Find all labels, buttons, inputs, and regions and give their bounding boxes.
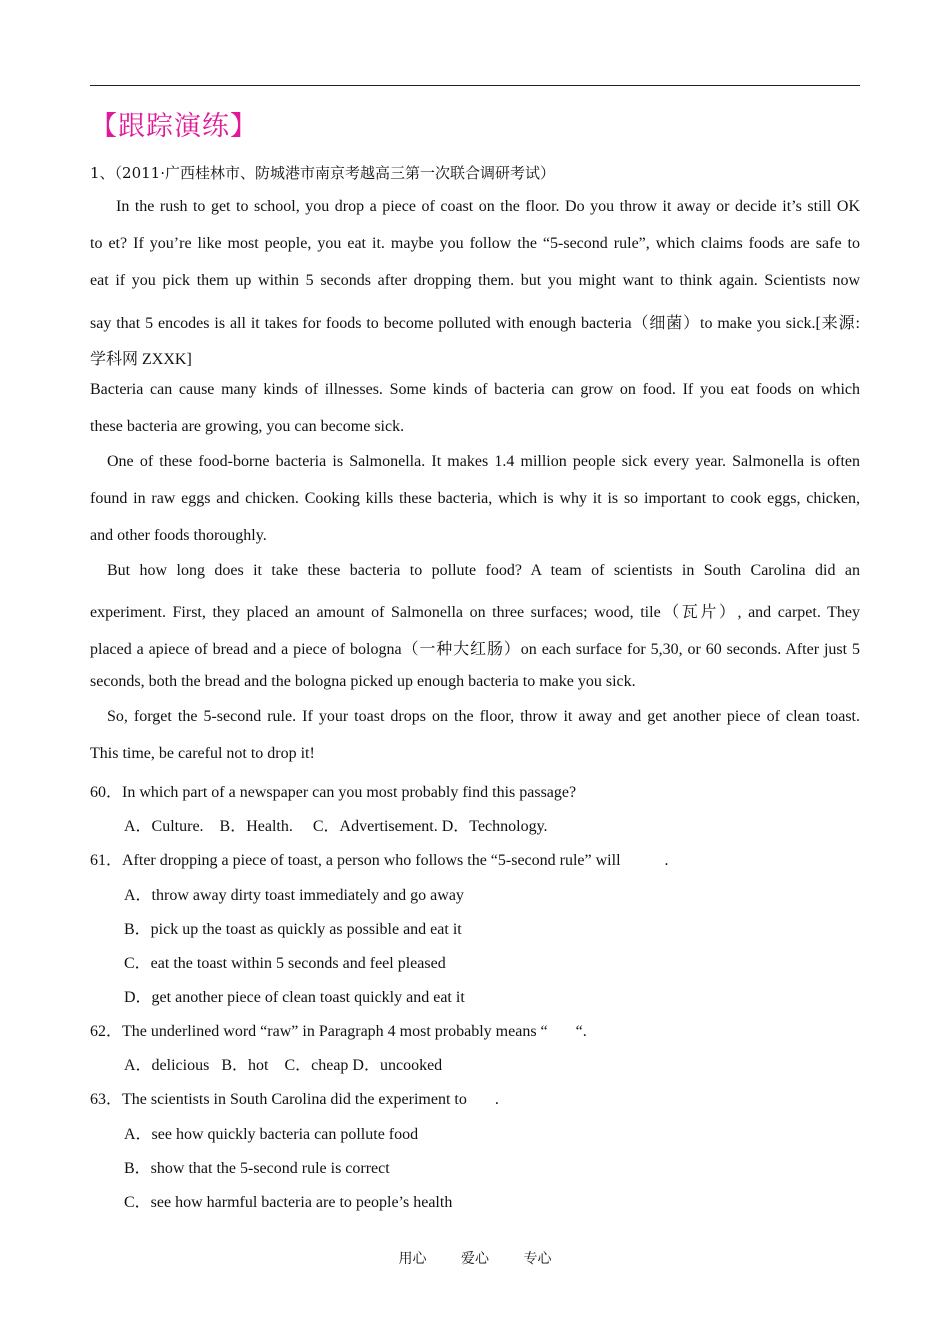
- passage-p3-line-3: and other foods thoroughly.: [90, 527, 267, 544]
- question-63-option-a: A．see how quickly bacteria can pollute food: [124, 1126, 419, 1143]
- passage-p1-line-1: In the rush to get to school, you drop a piece of coast on the floor. Do you throw it away or decide it’s still OK: [116, 198, 860, 215]
- passage-p4-line-2: experiment. First, they placed an amount of Salmonella on three surfaces; wood, tile（瓦片）, and carpet. They: [90, 604, 860, 621]
- question-63: 63．The scientists in South Carolina did the experiment to .: [90, 1091, 499, 1108]
- question-61-option-a: A．throw away dirty toast immediately and go away: [124, 887, 464, 904]
- passage-p1-line-3: eat if you pick them up within 5 seconds after dropping them. but you might want to think again. Scientists now: [90, 272, 860, 289]
- passage-p1-line-2: to et? If you’re like most people, you eat it. maybe you follow the “5-second rule”, which claims foods are safe to: [90, 235, 860, 252]
- question-61-option-b: B．pick up the toast as quickly as possible and eat it: [124, 921, 462, 938]
- question-63-option-b: B．show that the 5-second rule is correct: [124, 1160, 390, 1177]
- footer-word-1: 用心: [398, 1251, 427, 1267]
- passage-p3-line-2: found in raw eggs and chicken. Cooking kills these bacteria, which is why it is so important to cook eggs, chicken,: [90, 490, 860, 507]
- question-60-options: A．Culture. B．Health. C．Advertisement. D．Technology.: [124, 818, 548, 835]
- question-60: 60．In which part of a newspaper can you most probably find this passage?: [90, 784, 577, 801]
- passage-p1-line-5: 学科网 ZXXK]: [90, 351, 192, 368]
- passage-p5-line-2: This time, be careful not to drop it!: [90, 745, 315, 762]
- question-61: 61．After dropping a piece of toast, a person who follows the “5-second rule” will .: [90, 852, 669, 869]
- question-61-option-d: D．get another piece of clean toast quickly and eat it: [124, 989, 465, 1006]
- question-61-option-c: C．eat the toast within 5 seconds and feel pleased: [124, 955, 446, 972]
- question-62-options: A．delicious B．hot C．cheap D．uncooked: [124, 1057, 443, 1074]
- question-source: 1、（2011·广西桂林市、防城港市南京考越高三第一次联合调研考试）: [90, 164, 555, 182]
- header-rule: [90, 85, 860, 86]
- passage-p3-line-1: One of these food-borne bacteria is Salmonella. It makes 1.4 million people sick every year. Salmonella is often: [107, 453, 860, 470]
- passage-p2-line-2: these bacteria are growing, you can become sick.: [90, 418, 405, 435]
- question-62: 62．The underlined word “raw” in Paragraph 4 most probably means “ “.: [90, 1023, 587, 1040]
- section-heading: 【跟踪演练】: [90, 111, 258, 142]
- passage-p5-line-1: So, forget the 5-second rule. If your toast drops on the floor, throw it away and get another piece of clean toast.: [107, 708, 860, 725]
- passage-p4-line-3: placed a apiece of bread and a piece of bologna（一种大红肠）on each surface for 5,30, or 60 seconds. After just 5: [90, 641, 860, 658]
- passage-p1-line-4: say that 5 encodes is all it takes for foods to become polluted with enough bacteria（细菌）to make you sick.[来源:: [90, 315, 860, 332]
- passage-p2-line-1: Bacteria can cause many kinds of illnesses. Some kinds of bacteria can grow on food. If you eat foods on which: [90, 381, 860, 398]
- passage-p4-line-4: seconds, both the bread and the bologna picked up enough bacteria to make you sick.: [90, 673, 636, 690]
- passage-p4-line-1: But how long does it take these bacteria to pollute food? A team of scientists in South Carolina did an: [107, 562, 860, 579]
- page-footer: [0, 1248, 950, 1268]
- question-63-option-c: C．see how harmful bacteria are to people’s health: [124, 1194, 453, 1211]
- footer-word-3: 专心: [523, 1251, 552, 1267]
- footer-word-2: 爱心: [461, 1251, 489, 1267]
